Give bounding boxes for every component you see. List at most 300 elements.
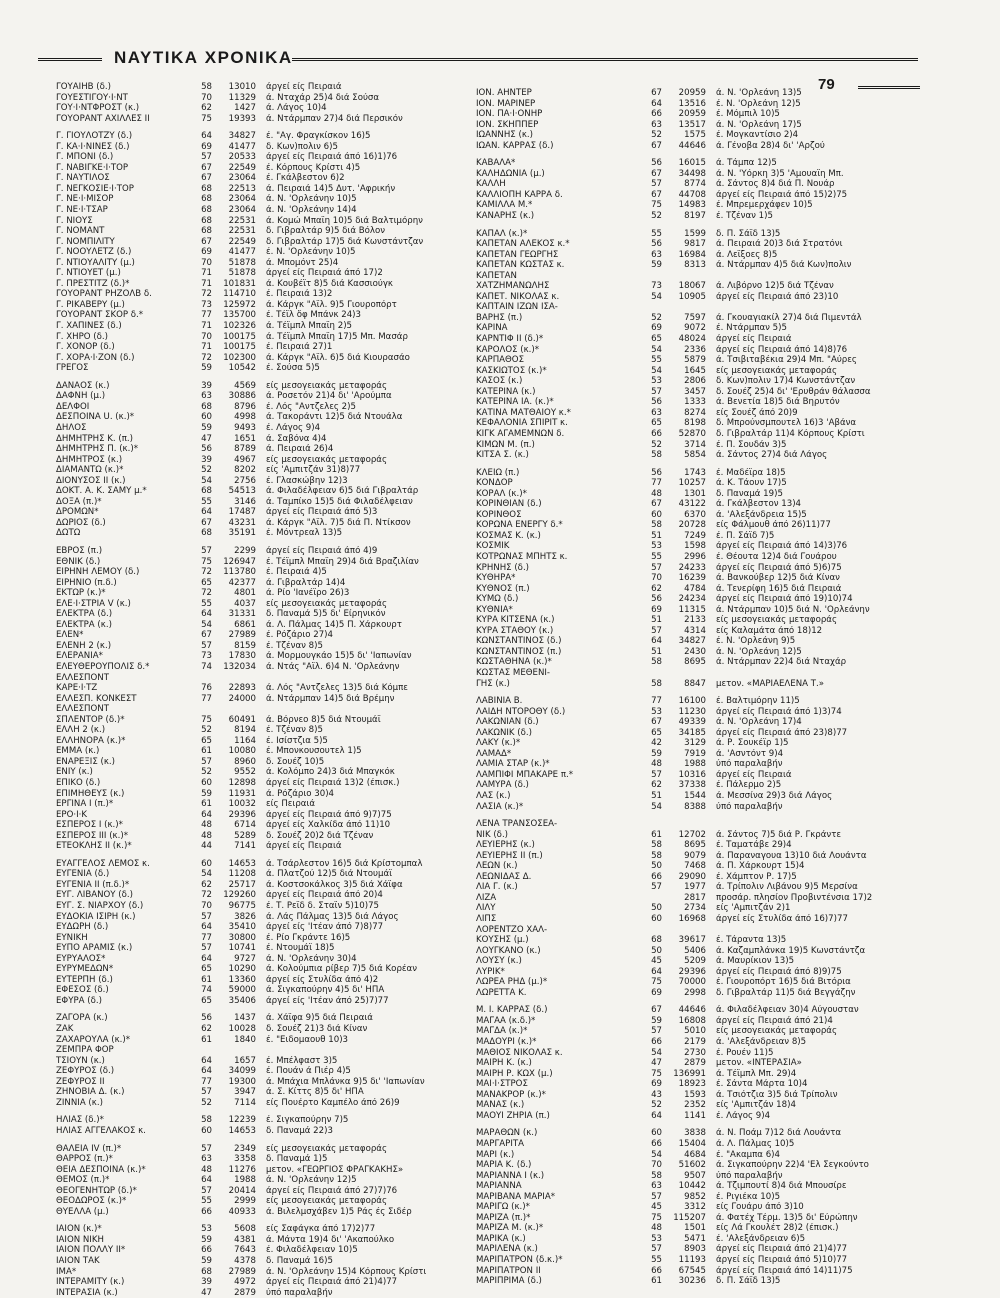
- tonnage: 30236: [678, 1276, 706, 1287]
- ship-entry: [476, 200, 946, 211]
- ship-status: ά. Ν. 'Ορλεάνην 15)4 Κόρπους Κρίστι: [266, 1266, 427, 1277]
- ship-status: έ. Γιουροπόρτ 16)5 διά Βιτόρια: [716, 977, 851, 988]
- tonnage: 2999: [234, 1196, 256, 1207]
- build-year: 53: [651, 376, 662, 387]
- ship-entry: [56, 423, 481, 434]
- leader-dots: [612, 935, 648, 946]
- leader-dots: [612, 408, 648, 419]
- ship-entry: [476, 626, 946, 637]
- ship-entry: [56, 353, 481, 364]
- build-year: 77: [651, 696, 662, 707]
- leader-dots: [612, 563, 648, 574]
- tonnage: [662, 302, 706, 313]
- ship-name: ΚΟΝΔΟΡ: [476, 478, 513, 489]
- ship-name: ΜΑΡΙΠΑΤΡΟΝ ΙΙ: [476, 1265, 541, 1276]
- ship-status: ά. Ροσετόν 21)4 δι' 'Αρούμπα: [266, 391, 392, 402]
- tonnage: 1437: [234, 1013, 256, 1024]
- leader-dots: [612, 418, 648, 429]
- ship-name: ΕΤΕΟΚΛΗΣ ΙΙ (κ.)*: [56, 841, 132, 852]
- tonnage: 2879: [234, 1287, 256, 1298]
- build-year: 60: [651, 509, 662, 520]
- build-year: 72: [201, 890, 212, 901]
- build-year: 54: [651, 291, 662, 302]
- tonnage: 8960: [234, 756, 256, 767]
- tonnage: 9493: [234, 422, 256, 433]
- build-year: 48: [201, 1164, 212, 1175]
- ship-status: ά. Τσιβιταβέκια 29)4 Μπ. "Αύρες: [716, 355, 857, 366]
- ship-status: έ. Σιγκαπούρην 7)5: [266, 1115, 349, 1126]
- tonnage: 14653: [228, 858, 256, 869]
- ship-entry: [56, 142, 481, 153]
- ship-status: ύπό παραλαβήν: [716, 801, 783, 812]
- tonnage: 8198: [684, 418, 706, 429]
- ship-entry: [476, 872, 946, 883]
- leader-dots: [612, 1202, 648, 1213]
- leader-dots: [612, 1100, 648, 1111]
- ship-name: ΔΙΟΝΥΣΟΣ ΙΙ (κ.): [56, 475, 126, 486]
- ship-entry: [476, 468, 946, 479]
- tonnage: 10028: [228, 1024, 256, 1035]
- build-year: 77: [201, 310, 212, 321]
- ship-status: δ. Παναμά 22)3: [266, 1125, 333, 1136]
- ship-name: ΛΙΠΣ: [476, 914, 497, 925]
- tonnage: 8313: [684, 260, 706, 271]
- ship-entry: [56, 757, 481, 768]
- ship-status: άργεί είς Πειραιά άπό 4)9: [266, 545, 378, 556]
- leader-dots: [612, 366, 648, 377]
- leader-dots: [612, 440, 648, 451]
- build-year: 60: [201, 858, 212, 869]
- tonnage: 54513: [228, 486, 256, 497]
- tonnage: 22531: [228, 226, 256, 237]
- ship-name: ΚΩΣΤΑΘΗΝΑ (κ.)*: [476, 657, 552, 668]
- ship-status: είς Σαφάγκα άπό 17)2)77: [266, 1224, 376, 1235]
- tonnage: 16984: [678, 249, 706, 260]
- ship-name: ΜΑΙ·Ι·ΣΤΡΟΣ: [476, 1079, 528, 1090]
- build-year: 57: [201, 152, 212, 163]
- ship-entry: [476, 1037, 946, 1048]
- ship-entry: [56, 641, 481, 652]
- ship-entry: [476, 323, 946, 334]
- ship-name: ΛΟΡΕΝΤΖΟ ΧΑΛ-: [476, 924, 548, 935]
- tonnage: 11208: [228, 869, 256, 880]
- ship-status: ά. Ν. 'Ορλεάνη 13)5: [716, 88, 802, 98]
- ship-status: ά. Πλατζού 12)5 διά Ντουμάϊ: [266, 869, 393, 880]
- tonnage: 34827: [228, 131, 256, 142]
- ship-status: ά. Τέϊμπλ Μπαΐη 2)5: [266, 321, 353, 332]
- ship-list-left-column: [56, 82, 481, 1298]
- ship-status: ά. Φατέχ Τέρμ. 13)5 δι' Εύρώπην: [716, 1212, 858, 1223]
- build-year: 69: [651, 604, 662, 615]
- ship-entry: [476, 510, 946, 521]
- ship-name: ΕΛΕΥΘΕΡΟΥΠΟΛΙΣ δ.*: [56, 661, 150, 672]
- tonnage: 10290: [228, 964, 256, 975]
- tonnage: 1575: [684, 130, 706, 141]
- build-year: 68: [201, 226, 212, 237]
- ship-status: ά. Πειραιά 26)4: [266, 444, 334, 455]
- ship-name: ΕΛΛΕΣΠ. ΚΟΝΚΕΣΤ: [56, 693, 137, 704]
- ship-entry: [476, 489, 946, 500]
- leader-dots: [612, 1255, 648, 1266]
- ship-name: ΕΛΛΕΣΠΟΝΤ: [56, 704, 109, 715]
- ship-name: ΚΕΦΑΛΟΝΙΑ ΣΠΙΡΙΤ κ.: [476, 418, 568, 429]
- ship-status: έ. Τζέναν 8)5: [266, 725, 323, 736]
- build-year: 75: [201, 556, 212, 567]
- ship-status: [706, 668, 946, 679]
- build-year: 67: [201, 236, 212, 247]
- ship-name: ΚΩΝΣΤΑΝΤΙΝΟΣ (δ.): [476, 636, 562, 647]
- ship-status: ά. Σάντος 8)4 διά Π. Νουάρ: [716, 179, 835, 190]
- ship-name: ΚΩΣΤΑΣ ΜΕΘΕΝΙ-: [476, 667, 551, 678]
- build-year: [198, 673, 212, 684]
- build-year: 64: [201, 1055, 212, 1066]
- ship-entry: [56, 975, 481, 986]
- section-gap: [56, 1217, 481, 1224]
- ship-entry: [476, 440, 946, 451]
- ship-name: ΕΡΟ·Ι·Κ: [56, 809, 88, 820]
- tonnage: 27989: [228, 630, 256, 641]
- ship-entry: [476, 190, 946, 201]
- ship-status: ά. Ν. Ποάμ 7)12 διά Λουάντα: [716, 1128, 842, 1139]
- ship-status: ά. Κουβέϊτ 8)5 διά Κασσιούγκ: [266, 278, 394, 289]
- build-year: 66: [201, 1206, 212, 1217]
- ship-name: ΓΗΣ (κ.): [476, 678, 510, 689]
- ship-status: δ. Σουέζ 10)5: [266, 756, 325, 767]
- ship-entry: [476, 861, 946, 872]
- build-year: 61: [201, 974, 212, 985]
- ship-entry: [56, 412, 481, 423]
- tonnage: 10905: [678, 291, 706, 302]
- tonnage: 24234: [678, 594, 706, 605]
- ship-name: ΜΑΡΙΑΝΝΑ Ι (κ.): [476, 1170, 545, 1181]
- tonnage: 8774: [684, 179, 706, 190]
- ship-status: ά. Λ. Πάλμας 10)5: [716, 1138, 795, 1149]
- ship-status: ά. Λός "Αντζελες 13)5 διά Κόμπε: [266, 683, 408, 694]
- ship-entry: [476, 728, 946, 739]
- ship-name: ΕΥΓ. Σ. ΝΙΑΡΧΟΥ (δ.): [56, 901, 144, 912]
- ship-name: ΖΑΚ: [56, 1024, 74, 1035]
- ship-name: ΚΡΗΝΗΣ (δ.): [476, 562, 530, 573]
- tonnage: 102300: [223, 352, 256, 363]
- ship-status: δ. Γιβραλτάρ 9)5 διά Βόλον: [266, 226, 386, 237]
- ship-entry: [476, 1026, 946, 1037]
- ship-status: έ. Γκάλβεστον 6)2: [266, 173, 345, 184]
- tonnage: 8796: [234, 401, 256, 412]
- ship-status: άργεί είς Πειραιά άπό 19)10)74: [716, 594, 853, 605]
- build-year: 54: [651, 801, 662, 812]
- ship-name: Γ. ΝΙΟΥΣ: [56, 215, 93, 226]
- build-year: 68: [201, 205, 212, 216]
- ship-name: ΛΙΛΥ: [476, 903, 496, 914]
- tonnage: 125972: [223, 299, 256, 310]
- ship-name: ΖΑΓΟΡΑ (κ.): [56, 1013, 108, 1024]
- build-year: 54: [201, 475, 212, 486]
- ship-name: ΘΕΙΑ ΔΕΣΠΟΙΝΑ (κ.)*: [56, 1164, 146, 1175]
- ship-name: ΚΑΠΕΤΑΝ ΓΕΩΡΓΗΣ: [476, 249, 559, 260]
- build-year: 57: [201, 1143, 212, 1154]
- leader-dots: [612, 239, 648, 250]
- ship-entry: [56, 599, 481, 610]
- ship-entry: [56, 194, 481, 205]
- ship-status: ά. Σιγκαπούρην 22)4 'Ελ Σεγκούντο: [716, 1160, 869, 1171]
- ship-status: άργεί είς Πειραιά: [266, 82, 342, 92]
- ship-name: ΛΑΜΠΙΦΙ ΜΠΑΚΑΡΕ π.*: [476, 769, 574, 780]
- ship-entry: [56, 465, 481, 476]
- ship-name: ΜΑΝΑΣ (κ.): [476, 1100, 525, 1111]
- leader-dots: [612, 573, 648, 584]
- leader-dots: [612, 397, 648, 408]
- ship-status: ά. Πειραιά 20)3 διά Στρατόνι: [716, 239, 843, 250]
- ship-name: ΖΕΦΥΡΟΣ (δ.): [56, 1066, 115, 1077]
- ship-status: άργεί είς Πειραιά άπό 23)8)77: [716, 727, 848, 738]
- ship-name: Γ. ΝΑΒΙΓΚΕ·Ι·ΤΟΡ: [56, 162, 129, 173]
- leader-dots: [612, 1223, 648, 1234]
- tonnage: 13516: [678, 98, 706, 109]
- ship-entry: [56, 922, 481, 933]
- tonnage: 3714: [684, 439, 706, 450]
- tonnage: 41477: [228, 247, 256, 258]
- build-year: 51: [651, 530, 662, 541]
- build-year: 76: [201, 683, 212, 694]
- build-year: 65: [201, 577, 212, 588]
- ship-entry: [476, 851, 946, 862]
- ship-name: ΚΟΡΑΛ (κ.)*: [476, 488, 527, 499]
- ship-name: ΕΝΑΡΕΞΙΣ (κ.): [56, 756, 115, 767]
- build-year: 66: [651, 428, 662, 439]
- leader-dots: [612, 1048, 648, 1059]
- build-year: 56: [651, 239, 662, 250]
- tonnage: 35410: [228, 922, 256, 933]
- ship-status: άργεί είς Πειραιά: [266, 841, 342, 852]
- build-year: 56: [651, 397, 662, 408]
- ship-entry: [476, 1223, 946, 1234]
- ship-name: ΜΑΟΥΙ ΖΗΡΙΑ (π.): [476, 1110, 550, 1121]
- ship-status: είς μεσογειακάς μεταφοράς: [716, 365, 837, 376]
- tonnage: 5289: [234, 830, 256, 841]
- ship-name: ΛΑΚΥ (κ.)*: [476, 738, 521, 749]
- ship-name: ΘΕΟΓΕΝΗΤΩΡ (δ.)*: [56, 1185, 137, 1196]
- ship-name: ΔΕΛΦΟΙ: [56, 401, 90, 412]
- ship-name: ΕΛΛΗΝΟΡΑ (κ.)*: [56, 735, 126, 746]
- build-year: 66: [651, 871, 662, 882]
- publication-title: ΝΑΥΤΙΚΑ ΧΡΟΝΙΚΑ: [114, 48, 293, 67]
- tonnage: 4967: [234, 454, 256, 465]
- ship-status: άργεί είς Πειραιά άπό 15)2)75: [716, 189, 848, 200]
- ship-entry: [476, 334, 946, 345]
- ship-name: ΘΑΡΡΟΣ (π.)*: [56, 1154, 113, 1165]
- build-year: 58: [651, 678, 662, 689]
- tonnage: 2806: [684, 376, 706, 387]
- ship-status: δ. Π. Σάϊδ 13)5: [716, 1276, 781, 1287]
- build-year: 58: [651, 450, 662, 461]
- ship-entry: [56, 486, 481, 497]
- ship-status: ά. Τέϊμπλ Μπαΐη 17)5 Μπ. Μασάρ: [266, 331, 408, 342]
- ship-status: δ. Παναμά 5)5 δι' Είρηνικόν: [266, 609, 386, 620]
- tonnage: 136991: [673, 1068, 706, 1079]
- ship-status: άργεί είς Πειραιά άπό 23)10: [716, 291, 839, 302]
- ship-name: ΗΛΙΑΣ ΑΓΓΕΛΑΚΟΣ κ.: [56, 1125, 146, 1136]
- ship-name: ΕΥΔΩΡΗ (δ.): [56, 922, 109, 933]
- build-year: 53: [201, 1224, 212, 1235]
- ship-status: έ. Τ. Ρεϊδ δ. Σταϊν 5)10)75: [266, 901, 380, 912]
- ship-entry: [476, 1005, 946, 1016]
- build-year: 52: [201, 767, 212, 778]
- ship-status: είς μεσογειακάς μεταφοράς: [266, 454, 387, 465]
- ship-entry: [56, 1098, 481, 1109]
- ship-name: ΛΕΥΙΕΡΗΣ ΙΙ (π.): [476, 850, 543, 861]
- tonnage: 9552: [234, 767, 256, 778]
- build-year: 60: [201, 778, 212, 788]
- section-gap: [56, 852, 481, 859]
- ship-status: ά. Ν. 'Ορλεάνη 17)5: [716, 119, 802, 130]
- tonnage: 7249: [684, 530, 706, 541]
- build-year: 48: [651, 1223, 662, 1234]
- ship-name: ΜΑΡΙΑ Κ. (δ.): [476, 1160, 532, 1171]
- ship-status: είς 'Αμπιτζάν 2)1: [716, 903, 791, 914]
- build-year: 70: [201, 257, 212, 268]
- build-year: 57: [651, 625, 662, 636]
- ship-name: ΔΩΡΙΟΣ (δ.): [56, 517, 106, 528]
- ship-name: ΜΑΡΙΖΑ Μ. (κ.)*: [476, 1223, 544, 1234]
- build-year: 57: [651, 769, 662, 780]
- ship-entry: [56, 725, 481, 736]
- build-year: 67: [651, 189, 662, 200]
- tonnage: 10032: [228, 799, 256, 810]
- ship-entry: [56, 205, 481, 216]
- tonnage: 35191: [228, 528, 256, 539]
- ship-name: ΚΙΜΩΝ Μ. (π.): [476, 439, 535, 450]
- ship-status: ά. Παραναγουα 13)10 διά Λουάντα: [716, 850, 867, 861]
- ship-entry: [476, 552, 946, 563]
- ship-status: [706, 819, 946, 830]
- ship-entry: [56, 381, 481, 392]
- leader-dots: [612, 696, 648, 707]
- leader-dots: [612, 1266, 648, 1277]
- ship-status: είς μεσογειακάς μεταφοράς: [266, 380, 387, 391]
- build-year: 55: [651, 228, 662, 239]
- ship-name: ΔΗΜΗΤΡΟΣ (κ.): [56, 454, 123, 465]
- tonnage: 3826: [234, 911, 256, 922]
- ship-name: ΚΑΡΙΝΑ: [476, 323, 508, 334]
- ship-name: ΕΦΕΣΟΣ (δ.): [56, 985, 109, 996]
- tonnage: 4998: [234, 412, 256, 423]
- ship-entry: [476, 1276, 946, 1287]
- ship-name: ΜΑΡΙΛΕΝΑ (κ.): [476, 1244, 538, 1255]
- ship-entry: [56, 557, 481, 568]
- section-gap: [476, 1121, 946, 1128]
- leader-dots: [612, 1276, 648, 1287]
- ship-entry: [56, 1245, 481, 1256]
- build-year: 64: [651, 1110, 662, 1121]
- build-year: 39: [201, 1277, 212, 1288]
- ship-status: ά. Τενερίφη 16)5 διά Πειραιά: [716, 583, 842, 594]
- ship-status: ά. Ντάρμπαν 4)5 διά Κων)πολιν: [716, 260, 852, 271]
- ship-status: ά. Λεϊξοες 8)5: [716, 249, 778, 260]
- build-year: 58: [201, 1115, 212, 1126]
- ship-entry: [476, 759, 946, 770]
- ship-name: ΙΩΑΝ. ΚΑΡΡΑΣ (δ.): [476, 140, 554, 151]
- build-year: 65: [651, 418, 662, 429]
- ship-name: ΕΥΓ. ΛΙΒΑΝΟΥ (δ.): [56, 890, 133, 901]
- ship-entry: [56, 1144, 481, 1155]
- leader-dots: [612, 1005, 648, 1016]
- ship-status: ά. Τσιότζια 3)5 διά Τρίπολιν: [716, 1089, 838, 1100]
- ship-name: Γ. ΜΠΟΝΙ (δ.): [56, 152, 114, 163]
- build-year: 66: [651, 1138, 662, 1149]
- build-year: 48: [201, 830, 212, 841]
- ship-entry: [56, 901, 481, 912]
- ship-status: έ. Πειραιά 4)5: [266, 567, 327, 578]
- ship-status: έ. Τέϊλ ὄφ Μπάνκ 24)3: [266, 310, 361, 321]
- leader-dots: [612, 510, 648, 521]
- build-year: 75: [651, 1212, 662, 1223]
- ship-name: ΛΟΥΣΥ (κ.): [476, 956, 522, 967]
- ship-entry: [476, 88, 946, 99]
- build-year: 56: [651, 467, 662, 478]
- build-year: 59: [201, 788, 212, 799]
- ship-status: μετον. «ΓΕΩΡΓΙΟΣ ΦΡΑΓΚΑΚΗΣ»: [266, 1164, 404, 1175]
- build-year: 52: [201, 725, 212, 736]
- leader-dots: [612, 1069, 648, 1080]
- ship-entry: [56, 237, 481, 248]
- ship-name: ΚΑΡΝΤΙΦ ΙΙ (δ.)*: [476, 334, 544, 345]
- tonnage: 16239: [678, 573, 706, 584]
- tonnage: 12702: [678, 829, 706, 840]
- ship-name: ΛΑΚΩΝΙΚ (δ.): [476, 727, 532, 738]
- tonnage: 20728: [678, 520, 706, 531]
- tonnage: 9727: [234, 953, 256, 964]
- ship-entry: [56, 310, 481, 321]
- ship-name: ΛΑΜΥΡΑ (δ.): [476, 780, 529, 791]
- ship-entry: [476, 925, 946, 936]
- tonnage: 29396: [678, 966, 706, 977]
- ship-entry: [56, 799, 481, 810]
- ship-name: ΘΑΛΕΙΑ IV (π.)*: [56, 1143, 122, 1154]
- ship-status: [256, 704, 481, 715]
- ship-status: έ. 'Αλεξάνδρειαν 6)5: [716, 1233, 806, 1244]
- ship-entry: [56, 1013, 481, 1024]
- tonnage: 51602: [678, 1160, 706, 1171]
- ship-entry: [476, 1160, 946, 1171]
- leader-dots: [612, 946, 648, 957]
- ship-entry: [56, 567, 481, 578]
- ship-status: ά. Ρίο 'Ιανέϊρο 26)3: [266, 588, 350, 599]
- ship-entry: [56, 268, 481, 279]
- ship-status: ά. Γκάλβεστον 13)4: [716, 499, 802, 510]
- leader-dots: [612, 229, 648, 240]
- ship-entry: [476, 584, 946, 595]
- ship-name: ΚΟΣΜΑΣ Κ. (κ.): [476, 530, 541, 541]
- tonnage: 2734: [684, 903, 706, 914]
- ship-status: ά. Τρίπολιν Λιβάνου 9)5 Μερσίνα: [716, 882, 858, 893]
- ship-status: έ. Τάραντα 13)5: [716, 935, 787, 946]
- ship-entry: [56, 342, 481, 353]
- ship-name: ΛΑΣ (κ.): [476, 791, 511, 801]
- tonnage: 44646: [678, 1005, 706, 1016]
- ship-entry: [476, 1171, 946, 1182]
- ship-name: ΙΟΝ. ΣΚΗΠΠΕΡ: [476, 119, 539, 130]
- build-year: 69: [651, 323, 662, 334]
- tonnage: 10741: [228, 943, 256, 954]
- ship-status: έ. "Ειδομαουθ 10)3: [266, 1034, 349, 1045]
- ship-status: άργεί είς Πειραιά άπό 8)9)75: [716, 966, 842, 977]
- ship-name: ΘΥΕΛΛΑ (μ.): [56, 1206, 109, 1217]
- tonnage: 43231: [228, 517, 256, 528]
- ship-status: είς Λά Γκουλέτ 28)2 (έπισκ.): [716, 1223, 839, 1234]
- ship-entry: [476, 387, 946, 398]
- build-year: 59: [201, 363, 212, 374]
- tonnage: 135700: [223, 310, 256, 321]
